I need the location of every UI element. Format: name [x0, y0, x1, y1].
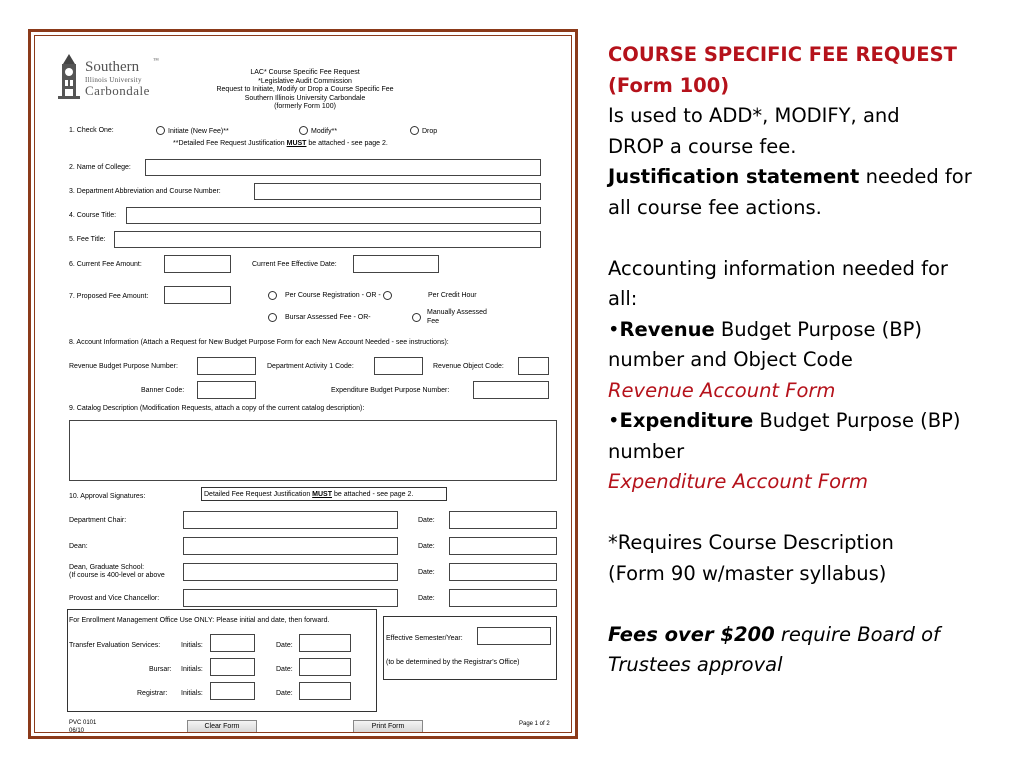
revenue-object-field[interactable] — [518, 357, 549, 375]
catalog-label: 9. Catalog Description (Modification Requests, attach a copy of the current catalog description): — [69, 405, 365, 412]
header-line-5: (formerly Form 100) — [274, 103, 336, 110]
radio-initiate[interactable] — [156, 126, 165, 135]
header-line-2: *Legislative Audit Commission — [258, 77, 352, 85]
grad-dean-date-label: Date: — [418, 569, 435, 576]
chair-field[interactable] — [183, 511, 398, 529]
slide-line-15: Fees over $200 require Board of — [608, 622, 940, 646]
fee-title-field[interactable] — [114, 231, 541, 248]
college-field[interactable] — [145, 159, 541, 176]
slide-spacer-1 — [608, 223, 1008, 254]
slide-subtitle: (Form 100) — [608, 73, 730, 97]
transfer-initials-label: Initials: — [181, 642, 203, 649]
registrar-date-label: Date: — [276, 690, 293, 697]
grad-dean-label-1: Dean, Graduate School: — [69, 564, 145, 571]
slide-line-6: all: — [608, 287, 638, 310]
modify-label: Modify** — [311, 128, 338, 135]
bursar-initials-label: Initials: — [181, 666, 203, 673]
per-course-label: Per Course Registration - OR - — [285, 292, 381, 299]
bursar-initials-field[interactable] — [210, 658, 255, 676]
banner-code-field[interactable] — [197, 381, 256, 399]
logo-carbondale: Carbondale — [85, 83, 150, 98]
provost-field[interactable] — [183, 589, 398, 607]
approval-note: Detailed Fee Request Justification MUST be attached - see page 2. — [204, 491, 414, 498]
catalog-field[interactable] — [69, 420, 557, 481]
print-form-button[interactable]: Print Form — [353, 720, 423, 733]
semester-box — [383, 616, 557, 680]
slide-line-13: *Requires Course Description — [608, 531, 894, 554]
provost-date-field[interactable] — [449, 589, 557, 607]
bursar-label: Bursar: — [149, 666, 172, 673]
manual-label-2: Fee — [427, 318, 440, 325]
radio-modify[interactable] — [299, 126, 308, 135]
logo-southern: Southern — [85, 59, 140, 75]
slide-line-8: number and Object Code — [608, 348, 853, 371]
check-one-label: 1. Check One: — [69, 127, 114, 134]
bursar-date-label: Date: — [276, 666, 293, 673]
slide-line-5: Accounting information needed for — [608, 256, 948, 280]
course-title-label: 4. Course Title: — [69, 212, 117, 219]
current-fee-label: 6. Current Fee Amount: — [69, 261, 142, 268]
chair-date-label: Date: — [418, 517, 435, 524]
justification-note: **Detailed Fee Request Justification MUST be attached - see page 2. — [173, 140, 388, 147]
logo-illinois: Illinois University — [85, 76, 142, 84]
transfer-date-label: Date: — [276, 642, 293, 649]
radio-bursar[interactable] — [268, 313, 277, 322]
slide-line-1: Is used to ADD*, MODIFY, and — [608, 104, 900, 127]
radio-manual[interactable] — [412, 313, 421, 322]
slide-line-2: DROP a course fee. — [608, 134, 797, 158]
slide-line-16: Trustees approval — [608, 653, 783, 676]
header-line-4: Southern Illinois University Carbondale — [244, 94, 366, 102]
account-info-label: 8. Account Information (Attach a Request for New Budget Purpose Form for each New Account Needed - see instructions): — [69, 339, 449, 346]
bursar-date-field[interactable] — [299, 658, 351, 676]
revenue-account-form-link[interactable]: Revenue Account Form — [608, 378, 836, 402]
registrar-initials-field[interactable] — [210, 682, 255, 700]
revenue-bp-field[interactable] — [197, 357, 256, 375]
slide-line-14: (Form 90 w/master syllabus) — [608, 561, 887, 585]
current-fee-date-label: Current Fee Effective Date: — [252, 261, 337, 268]
current-fee-date-field[interactable] — [353, 255, 439, 273]
radio-per-course[interactable] — [268, 291, 277, 300]
form-date: 06/10 — [69, 728, 85, 733]
radio-drop[interactable] — [410, 126, 419, 135]
slide-line-4: all course fee actions. — [608, 195, 822, 219]
radio-per-credit[interactable] — [383, 291, 392, 300]
form-code: PVC 0101 — [69, 720, 97, 726]
clock-tower-icon — [55, 52, 83, 100]
bursar-assessed-label: Bursar Assessed Fee - OR- — [285, 314, 371, 321]
expenditure-bp-label: Expenditure Budget Purpose Number: — [331, 387, 450, 394]
initiate-label: Initiate (New Fee)** — [168, 128, 229, 135]
slide-line-3: Justification statement needed for — [608, 165, 972, 188]
header-line-1: LAC* Course Specific Fee Request — [250, 69, 360, 76]
dept-course-label: 3. Department Abbreviation and Course Number: — [69, 188, 221, 195]
chair-label: Department Chair: — [69, 517, 127, 524]
banner-code-label: Banner Code: — [141, 387, 185, 394]
dept-course-field[interactable] — [254, 183, 541, 200]
grad-dean-label-2: (If course is 400-level or above — [69, 572, 165, 579]
revenue-object-label: Revenue Object Code: — [433, 363, 504, 370]
dept-activity-field[interactable] — [374, 357, 423, 375]
registrar-initials-label: Initials: — [181, 690, 203, 697]
slide-text — [608, 40, 1008, 681]
form-header — [195, 69, 415, 112]
slide-title: COURSE SPECIFIC FEE REQUEST — [608, 43, 957, 66]
slide-line-11: number — [608, 439, 685, 463]
slide-spacer-3 — [608, 589, 1008, 620]
form-frame — [28, 29, 578, 739]
semester-field[interactable] — [477, 627, 551, 645]
approval-label: 10. Approval Signatures: — [69, 493, 146, 500]
semester-note: (to be determined by the Registrar's Office) — [386, 659, 520, 666]
chair-date-field[interactable] — [449, 511, 557, 529]
enrollment-title: For Enrollment Management Office Use ONLY: Please initial and date, then forward. — [69, 617, 330, 624]
slide-bullet-revenue: •Revenue Budget Purpose (BP) — [608, 317, 923, 341]
slide-spacer-2 — [608, 498, 1008, 529]
course-title-field[interactable] — [126, 207, 541, 224]
provost-date-label: Date: — [418, 595, 435, 602]
university-logo — [55, 52, 175, 102]
dept-activity-label: Department Activity 1 Code: — [267, 363, 354, 370]
page-number: Page 1 of 2 — [519, 721, 550, 727]
dean-label: Dean: — [69, 543, 88, 550]
semester-label: Effective Semester/Year: — [386, 635, 463, 642]
header-line-3: Request to Initiate, Modify or Drop a Course Specific Fee — [216, 86, 394, 93]
grad-dean-date-field[interactable] — [449, 563, 557, 581]
expenditure-bp-field[interactable] — [473, 381, 549, 399]
grad-dean-field[interactable] — [183, 563, 398, 581]
dean-date-field[interactable] — [449, 537, 557, 555]
slide-bullet-expenditure: •Expenditure Budget Purpose (BP) — [608, 409, 961, 432]
form-page — [34, 35, 572, 733]
per-credit-label: Per Credit Hour — [428, 292, 477, 299]
proposed-fee-field[interactable] — [164, 286, 231, 304]
college-label: 2. Name of College: — [69, 164, 131, 171]
drop-label: Drop — [422, 128, 438, 135]
dean-field[interactable] — [183, 537, 398, 555]
current-fee-field[interactable] — [164, 255, 231, 273]
fee-title-label: 5. Fee Title: — [69, 236, 106, 243]
dean-date-label: Date: — [418, 543, 435, 550]
transfer-initials-field[interactable] — [210, 634, 255, 652]
transfer-label: Transfer Evaluation Services: — [69, 642, 161, 649]
provost-label: Provost and Vice Chancellor: — [69, 595, 160, 602]
clear-form-button[interactable]: Clear Form — [187, 720, 257, 733]
manual-label-1: Manually Assessed — [427, 309, 487, 316]
logo-tm: ™ — [153, 58, 159, 64]
expenditure-account-form-link[interactable]: Expenditure Account Form — [608, 470, 869, 493]
registrar-date-field[interactable] — [299, 682, 351, 700]
revenue-bp-label: Revenue Budget Purpose Number: — [69, 363, 178, 370]
proposed-fee-label: 7. Proposed Fee Amount: — [69, 293, 149, 300]
transfer-date-field[interactable] — [299, 634, 351, 652]
registrar-label: Registrar: — [137, 690, 168, 697]
